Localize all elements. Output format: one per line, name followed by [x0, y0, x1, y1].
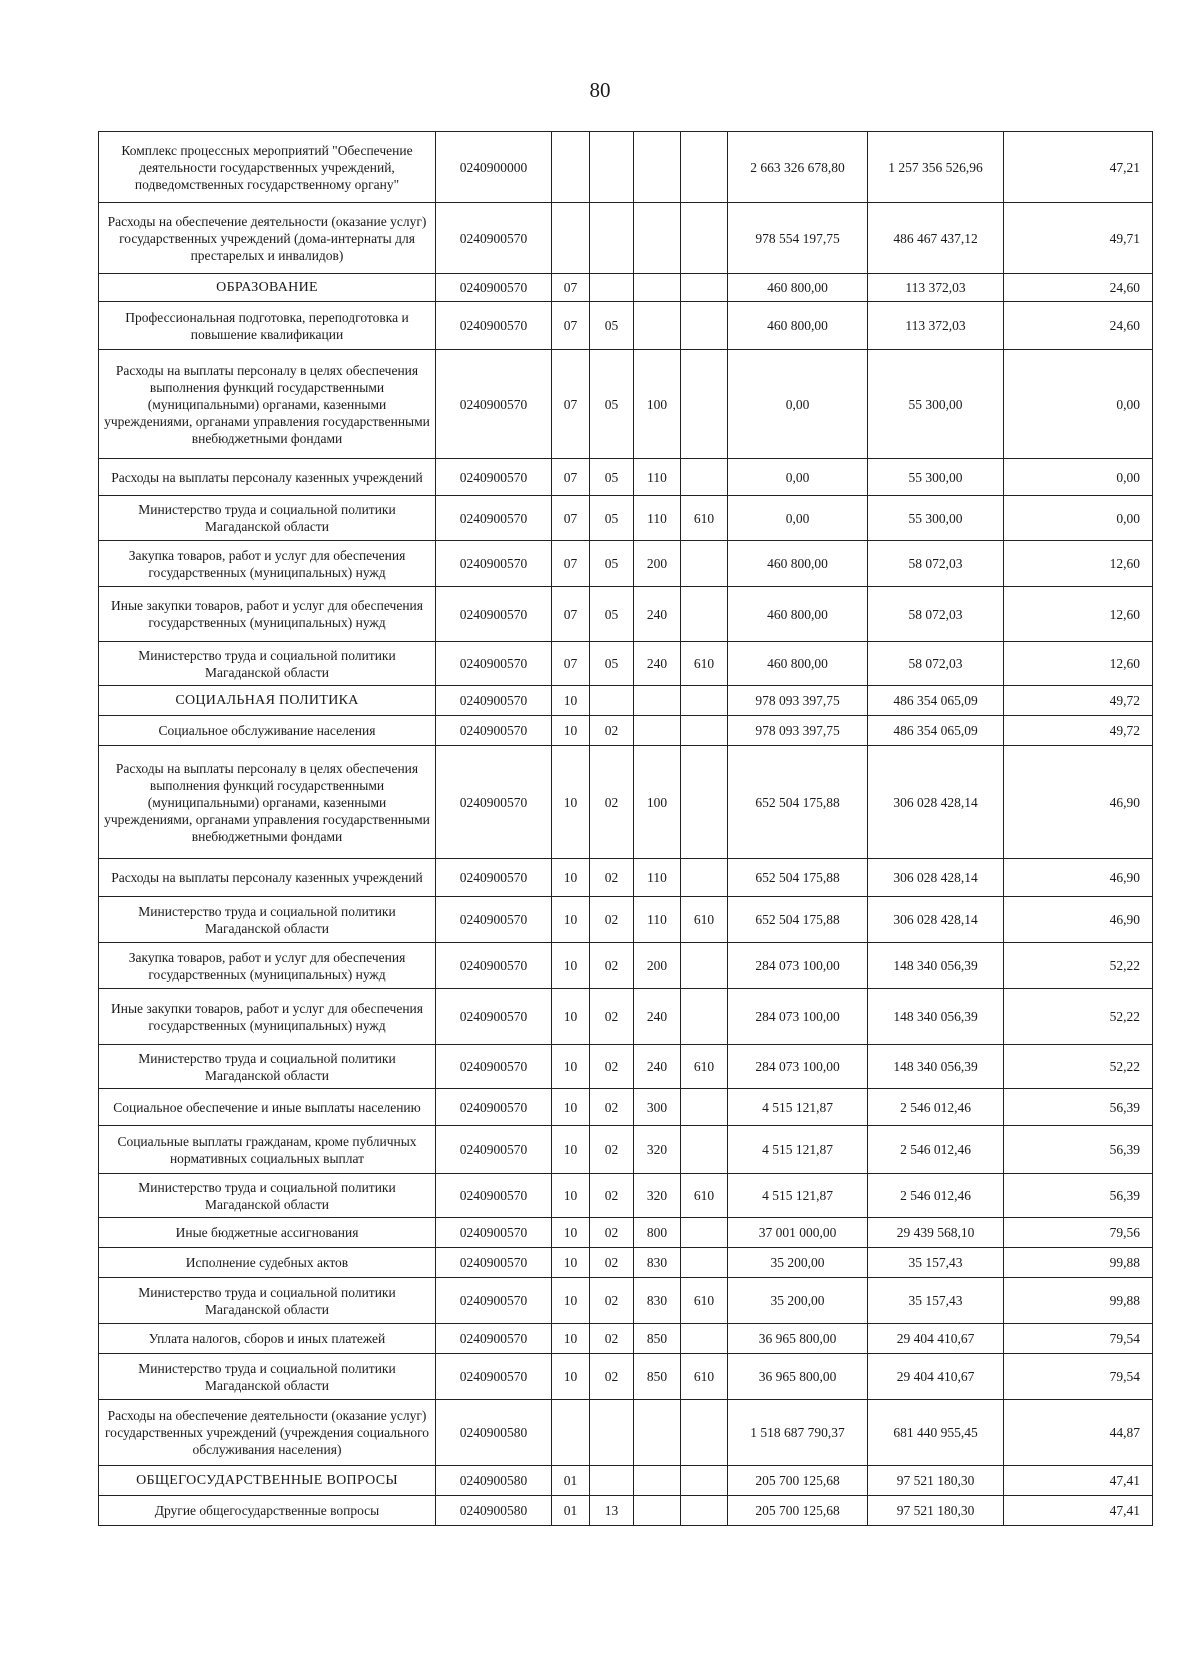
cell-expense-type	[634, 1496, 681, 1526]
cell-percent: 12,60	[1004, 642, 1153, 686]
cell-plan: 205 700 125,68	[728, 1466, 868, 1496]
cell-administrator	[681, 746, 728, 859]
cell-plan: 205 700 125,68	[728, 1496, 868, 1526]
cell-code: 0240900570	[436, 302, 552, 350]
cell-plan: 35 200,00	[728, 1278, 868, 1324]
cell-subsection: 02	[590, 746, 634, 859]
cell-name: Расходы на обеспечение деятельности (оказание услуг) государственных учреждений (учреждения социального обслуживания населения)	[99, 1400, 436, 1466]
cell-expense-type	[634, 1466, 681, 1496]
cell-plan: 978 093 397,75	[728, 716, 868, 746]
cell-administrator	[681, 350, 728, 459]
cell-subsection: 02	[590, 1248, 634, 1278]
table-body	[99, 132, 1153, 1526]
cell-name: Профессиональная подготовка, переподготовка и повышение квалификации	[99, 302, 436, 350]
cell-subsection: 05	[590, 496, 634, 541]
cell-code: 0240900570	[436, 1324, 552, 1354]
cell-name: Министерство труда и социальной политики Магаданской области	[99, 1278, 436, 1324]
cell-section: 10	[552, 989, 590, 1045]
cell-code: 0240900000	[436, 132, 552, 203]
cell-plan: 36 965 800,00	[728, 1324, 868, 1354]
cell-expense-type: 110	[634, 859, 681, 897]
cell-name: Исполнение судебных актов	[99, 1248, 436, 1278]
cell-percent: 79,54	[1004, 1324, 1153, 1354]
cell-section: 10	[552, 716, 590, 746]
cell-administrator: 610	[681, 642, 728, 686]
cell-fact: 486 467 437,12	[868, 203, 1004, 274]
cell-percent: 52,22	[1004, 943, 1153, 989]
cell-code: 0240900570	[436, 642, 552, 686]
cell-plan: 284 073 100,00	[728, 989, 868, 1045]
cell-code: 0240900570	[436, 1089, 552, 1126]
cell-plan: 978 554 197,75	[728, 203, 868, 274]
cell-code: 0240900570	[436, 1045, 552, 1089]
cell-administrator: 610	[681, 1045, 728, 1089]
cell-fact: 29 439 568,10	[868, 1218, 1004, 1248]
cell-percent: 49,72	[1004, 686, 1153, 716]
cell-plan: 0,00	[728, 496, 868, 541]
cell-administrator	[681, 1400, 728, 1466]
cell-section: 10	[552, 1324, 590, 1354]
table-row	[99, 1089, 1153, 1126]
cell-fact: 55 300,00	[868, 459, 1004, 496]
cell-administrator	[681, 541, 728, 587]
cell-name: Комплекс процессных мероприятий "Обеспечение деятельности государственных учреждений, подведомственных государственному органу"	[99, 132, 436, 203]
cell-section: 07	[552, 274, 590, 302]
cell-subsection: 05	[590, 541, 634, 587]
cell-expense-type	[634, 203, 681, 274]
cell-expense-type: 850	[634, 1354, 681, 1400]
cell-fact: 55 300,00	[868, 496, 1004, 541]
cell-subsection	[590, 1400, 634, 1466]
cell-plan: 4 515 121,87	[728, 1126, 868, 1174]
cell-fact: 148 340 056,39	[868, 989, 1004, 1045]
cell-code: 0240900570	[436, 350, 552, 459]
cell-section	[552, 203, 590, 274]
cell-expense-type: 200	[634, 541, 681, 587]
cell-code: 0240900580	[436, 1496, 552, 1526]
table-row	[99, 943, 1153, 989]
cell-subsection: 02	[590, 989, 634, 1045]
cell-fact: 97 521 180,30	[868, 1466, 1004, 1496]
cell-percent: 79,54	[1004, 1354, 1153, 1400]
table-row	[99, 1324, 1153, 1354]
cell-plan: 35 200,00	[728, 1248, 868, 1278]
cell-fact: 29 404 410,67	[868, 1324, 1004, 1354]
table-row	[99, 1045, 1153, 1089]
cell-subsection: 02	[590, 716, 634, 746]
cell-section: 07	[552, 350, 590, 459]
cell-fact: 58 072,03	[868, 541, 1004, 587]
cell-plan: 460 800,00	[728, 642, 868, 686]
cell-name: Министерство труда и социальной политики Магаданской области	[99, 897, 436, 943]
cell-fact: 486 354 065,09	[868, 716, 1004, 746]
cell-expense-type: 320	[634, 1126, 681, 1174]
cell-percent: 49,72	[1004, 716, 1153, 746]
cell-administrator	[681, 1324, 728, 1354]
cell-expense-type	[634, 686, 681, 716]
cell-name: Расходы на выплаты персоналу в целях обеспечения выполнения функций государственными (муниципальными) органами, казенными учреждениями, органами управления государственными внебюджетными фондами	[99, 746, 436, 859]
cell-name: Министерство труда и социальной политики Магаданской области	[99, 1354, 436, 1400]
cell-name: ОБРАЗОВАНИЕ	[99, 274, 436, 302]
cell-subsection	[590, 686, 634, 716]
cell-section: 10	[552, 859, 590, 897]
cell-plan: 4 515 121,87	[728, 1089, 868, 1126]
cell-section: 10	[552, 943, 590, 989]
cell-section: 07	[552, 496, 590, 541]
cell-name: Министерство труда и социальной политики Магаданской области	[99, 642, 436, 686]
cell-percent: 47,21	[1004, 132, 1153, 203]
cell-administrator	[681, 132, 728, 203]
cell-subsection: 05	[590, 350, 634, 459]
cell-name: Иные бюджетные ассигнования	[99, 1218, 436, 1248]
cell-code: 0240900570	[436, 686, 552, 716]
cell-subsection: 05	[590, 587, 634, 642]
table-row	[99, 1174, 1153, 1218]
cell-plan: 0,00	[728, 350, 868, 459]
table-row	[99, 1354, 1153, 1400]
cell-expense-type: 110	[634, 459, 681, 496]
cell-code: 0240900570	[436, 943, 552, 989]
table-row	[99, 274, 1153, 302]
cell-subsection	[590, 132, 634, 203]
cell-plan: 0,00	[728, 459, 868, 496]
cell-code: 0240900570	[436, 989, 552, 1045]
cell-section: 10	[552, 897, 590, 943]
cell-code: 0240900570	[436, 897, 552, 943]
cell-expense-type	[634, 1400, 681, 1466]
cell-percent: 99,88	[1004, 1248, 1153, 1278]
cell-expense-type: 110	[634, 496, 681, 541]
cell-percent: 49,71	[1004, 203, 1153, 274]
cell-code: 0240900570	[436, 746, 552, 859]
cell-administrator: 610	[681, 1354, 728, 1400]
cell-name: Расходы на выплаты персоналу казенных учреждений	[99, 459, 436, 496]
cell-section: 10	[552, 1126, 590, 1174]
cell-administrator: 610	[681, 1174, 728, 1218]
cell-percent: 24,60	[1004, 302, 1153, 350]
cell-name: Министерство труда и социальной политики Магаданской области	[99, 1174, 436, 1218]
cell-expense-type: 240	[634, 989, 681, 1045]
cell-percent: 99,88	[1004, 1278, 1153, 1324]
cell-section: 10	[552, 686, 590, 716]
cell-section: 10	[552, 1354, 590, 1400]
cell-fact: 29 404 410,67	[868, 1354, 1004, 1400]
cell-fact: 2 546 012,46	[868, 1089, 1004, 1126]
cell-expense-type: 100	[634, 746, 681, 859]
cell-administrator	[681, 1248, 728, 1278]
cell-section: 07	[552, 459, 590, 496]
cell-administrator	[681, 1496, 728, 1526]
cell-expense-type: 240	[634, 587, 681, 642]
cell-expense-type: 240	[634, 1045, 681, 1089]
table-row	[99, 859, 1153, 897]
cell-subsection: 02	[590, 1324, 634, 1354]
cell-code: 0240900570	[436, 203, 552, 274]
cell-name: Расходы на выплаты персоналу казенных учреждений	[99, 859, 436, 897]
table-row	[99, 496, 1153, 541]
cell-administrator: 610	[681, 496, 728, 541]
cell-fact: 1 257 356 526,96	[868, 132, 1004, 203]
cell-percent: 56,39	[1004, 1174, 1153, 1218]
cell-name: Закупка товаров, работ и услуг для обеспечения государственных (муниципальных) нужд	[99, 943, 436, 989]
cell-code: 0240900570	[436, 1354, 552, 1400]
cell-subsection	[590, 203, 634, 274]
cell-administrator	[681, 302, 728, 350]
cell-code: 0240900570	[436, 459, 552, 496]
page-number: 80	[589, 78, 611, 102]
cell-plan: 1 518 687 790,37	[728, 1400, 868, 1466]
cell-expense-type	[634, 274, 681, 302]
table-row	[99, 716, 1153, 746]
cell-administrator: 610	[681, 897, 728, 943]
cell-section: 10	[552, 746, 590, 859]
cell-section: 10	[552, 1089, 590, 1126]
cell-subsection: 02	[590, 1218, 634, 1248]
cell-percent: 47,41	[1004, 1466, 1153, 1496]
cell-subsection: 02	[590, 1045, 634, 1089]
cell-fact: 148 340 056,39	[868, 943, 1004, 989]
cell-percent: 12,60	[1004, 541, 1153, 587]
cell-administrator	[681, 716, 728, 746]
cell-name: Министерство труда и социальной политики Магаданской области	[99, 496, 436, 541]
table-row	[99, 1466, 1153, 1496]
cell-percent: 46,90	[1004, 859, 1153, 897]
cell-administrator	[681, 989, 728, 1045]
cell-subsection: 05	[590, 642, 634, 686]
cell-section: 10	[552, 1278, 590, 1324]
cell-expense-type	[634, 716, 681, 746]
cell-percent: 79,56	[1004, 1218, 1153, 1248]
cell-administrator	[681, 943, 728, 989]
cell-section: 10	[552, 1218, 590, 1248]
cell-administrator	[681, 1089, 728, 1126]
cell-percent: 47,41	[1004, 1496, 1153, 1526]
cell-fact: 55 300,00	[868, 350, 1004, 459]
cell-subsection: 05	[590, 302, 634, 350]
cell-plan: 36 965 800,00	[728, 1354, 868, 1400]
cell-code: 0240900580	[436, 1400, 552, 1466]
cell-code: 0240900570	[436, 1126, 552, 1174]
table-row	[99, 746, 1153, 859]
cell-administrator	[681, 459, 728, 496]
cell-fact: 2 546 012,46	[868, 1174, 1004, 1218]
cell-plan: 652 504 175,88	[728, 897, 868, 943]
cell-name: Уплата налогов, сборов и иных платежей	[99, 1324, 436, 1354]
cell-plan: 460 800,00	[728, 587, 868, 642]
cell-name: Расходы на выплаты персоналу в целях обеспечения выполнения функций государственными (муниципальными) органами, казенными учреждениями, органами управления государственными внебюджетными фондами	[99, 350, 436, 459]
table-row	[99, 1248, 1153, 1278]
cell-name: Министерство труда и социальной политики Магаданской области	[99, 1045, 436, 1089]
cell-section: 07	[552, 642, 590, 686]
cell-fact: 113 372,03	[868, 274, 1004, 302]
cell-administrator	[681, 587, 728, 642]
cell-plan: 460 800,00	[728, 302, 868, 350]
table-row	[99, 1400, 1153, 1466]
cell-subsection: 13	[590, 1496, 634, 1526]
table-row	[99, 897, 1153, 943]
cell-fact: 681 440 955,45	[868, 1400, 1004, 1466]
cell-code: 0240900570	[436, 716, 552, 746]
cell-administrator	[681, 274, 728, 302]
table-row	[99, 459, 1153, 496]
cell-fact: 58 072,03	[868, 642, 1004, 686]
cell-subsection: 02	[590, 1089, 634, 1126]
cell-plan: 652 504 175,88	[728, 746, 868, 859]
cell-percent: 52,22	[1004, 1045, 1153, 1089]
table-row	[99, 642, 1153, 686]
cell-subsection	[590, 1466, 634, 1496]
cell-percent: 56,39	[1004, 1126, 1153, 1174]
cell-percent: 12,60	[1004, 587, 1153, 642]
cell-percent: 24,60	[1004, 274, 1153, 302]
cell-fact: 148 340 056,39	[868, 1045, 1004, 1089]
cell-percent: 0,00	[1004, 496, 1153, 541]
cell-expense-type: 830	[634, 1248, 681, 1278]
cell-plan: 37 001 000,00	[728, 1218, 868, 1248]
cell-section: 10	[552, 1248, 590, 1278]
cell-plan: 460 800,00	[728, 541, 868, 587]
cell-percent: 44,87	[1004, 1400, 1153, 1466]
cell-subsection: 02	[590, 1278, 634, 1324]
cell-fact: 306 028 428,14	[868, 897, 1004, 943]
cell-expense-type	[634, 132, 681, 203]
cell-percent: 46,90	[1004, 746, 1153, 859]
cell-plan: 460 800,00	[728, 274, 868, 302]
cell-plan: 4 515 121,87	[728, 1174, 868, 1218]
cell-percent: 0,00	[1004, 459, 1153, 496]
cell-name: Иные закупки товаров, работ и услуг для обеспечения государственных (муниципальных) нужд	[99, 989, 436, 1045]
cell-code: 0240900570	[436, 587, 552, 642]
cell-code: 0240900570	[436, 274, 552, 302]
cell-subsection: 02	[590, 1354, 634, 1400]
cell-subsection: 02	[590, 859, 634, 897]
cell-section: 01	[552, 1496, 590, 1526]
cell-code: 0240900570	[436, 1248, 552, 1278]
cell-fact: 97 521 180,30	[868, 1496, 1004, 1526]
cell-expense-type: 240	[634, 642, 681, 686]
cell-percent: 52,22	[1004, 989, 1153, 1045]
cell-code: 0240900570	[436, 541, 552, 587]
cell-fact: 35 157,43	[868, 1248, 1004, 1278]
cell-section: 07	[552, 541, 590, 587]
cell-plan: 978 093 397,75	[728, 686, 868, 716]
cell-name: Закупка товаров, работ и услуг для обеспечения государственных (муниципальных) нужд	[99, 541, 436, 587]
cell-code: 0240900570	[436, 1174, 552, 1218]
cell-name: Социальные выплаты гражданам, кроме публичных нормативных социальных выплат	[99, 1126, 436, 1174]
table-row	[99, 587, 1153, 642]
cell-section: 07	[552, 587, 590, 642]
table-row	[99, 302, 1153, 350]
cell-expense-type: 100	[634, 350, 681, 459]
cell-subsection: 02	[590, 897, 634, 943]
cell-percent: 0,00	[1004, 350, 1153, 459]
table-row	[99, 541, 1153, 587]
cell-fact: 306 028 428,14	[868, 859, 1004, 897]
cell-fact: 35 157,43	[868, 1278, 1004, 1324]
cell-code: 0240900570	[436, 496, 552, 541]
cell-expense-type: 830	[634, 1278, 681, 1324]
cell-expense-type: 110	[634, 897, 681, 943]
cell-subsection: 02	[590, 943, 634, 989]
cell-administrator	[681, 1126, 728, 1174]
cell-name: Социальное обеспечение и иные выплаты населению	[99, 1089, 436, 1126]
cell-expense-type: 800	[634, 1218, 681, 1248]
cell-name: Расходы на обеспечение деятельности (оказание услуг) государственных учреждений (дома-интернаты для престарелых и инвалидов)	[99, 203, 436, 274]
cell-code: 0240900570	[436, 1218, 552, 1248]
cell-percent: 46,90	[1004, 897, 1153, 943]
cell-section: 07	[552, 302, 590, 350]
cell-section	[552, 1400, 590, 1466]
table-row	[99, 203, 1153, 274]
cell-name: ОБЩЕГОСУДАРСТВЕННЫЕ ВОПРОСЫ	[99, 1466, 436, 1496]
cell-code: 0240900570	[436, 859, 552, 897]
cell-fact: 58 072,03	[868, 587, 1004, 642]
cell-expense-type: 200	[634, 943, 681, 989]
cell-name: Иные закупки товаров, работ и услуг для обеспечения государственных (муниципальных) нужд	[99, 587, 436, 642]
cell-code: 0240900580	[436, 1466, 552, 1496]
cell-section: 01	[552, 1466, 590, 1496]
cell-name: СОЦИАЛЬНАЯ ПОЛИТИКА	[99, 686, 436, 716]
cell-plan: 2 663 326 678,80	[728, 132, 868, 203]
table-row	[99, 1218, 1153, 1248]
cell-section: 10	[552, 1045, 590, 1089]
cell-fact: 306 028 428,14	[868, 746, 1004, 859]
cell-fact: 486 354 065,09	[868, 686, 1004, 716]
cell-subsection	[590, 274, 634, 302]
cell-plan: 284 073 100,00	[728, 1045, 868, 1089]
cell-subsection: 02	[590, 1174, 634, 1218]
cell-fact: 2 546 012,46	[868, 1126, 1004, 1174]
cell-code: 0240900570	[436, 1278, 552, 1324]
cell-percent: 56,39	[1004, 1089, 1153, 1126]
cell-subsection: 02	[590, 1126, 634, 1174]
cell-plan: 284 073 100,00	[728, 943, 868, 989]
budget-table	[98, 131, 1153, 1526]
table-row	[99, 1278, 1153, 1324]
cell-section: 10	[552, 1174, 590, 1218]
table-row	[99, 132, 1153, 203]
cell-expense-type: 850	[634, 1324, 681, 1354]
table-row	[99, 1496, 1153, 1526]
cell-subsection: 05	[590, 459, 634, 496]
cell-section	[552, 132, 590, 203]
cell-name: Социальное обслуживание населения	[99, 716, 436, 746]
table-row	[99, 350, 1153, 459]
cell-expense-type: 300	[634, 1089, 681, 1126]
cell-administrator	[681, 686, 728, 716]
cell-administrator	[681, 859, 728, 897]
cell-plan: 652 504 175,88	[728, 859, 868, 897]
table-row	[99, 989, 1153, 1045]
cell-administrator	[681, 1466, 728, 1496]
cell-fact: 113 372,03	[868, 302, 1004, 350]
cell-administrator: 610	[681, 1278, 728, 1324]
cell-name: Другие общегосударственные вопросы	[99, 1496, 436, 1526]
table-row	[99, 686, 1153, 716]
table-row	[99, 1126, 1153, 1174]
cell-administrator	[681, 1218, 728, 1248]
cell-administrator	[681, 203, 728, 274]
cell-expense-type	[634, 302, 681, 350]
cell-expense-type: 320	[634, 1174, 681, 1218]
